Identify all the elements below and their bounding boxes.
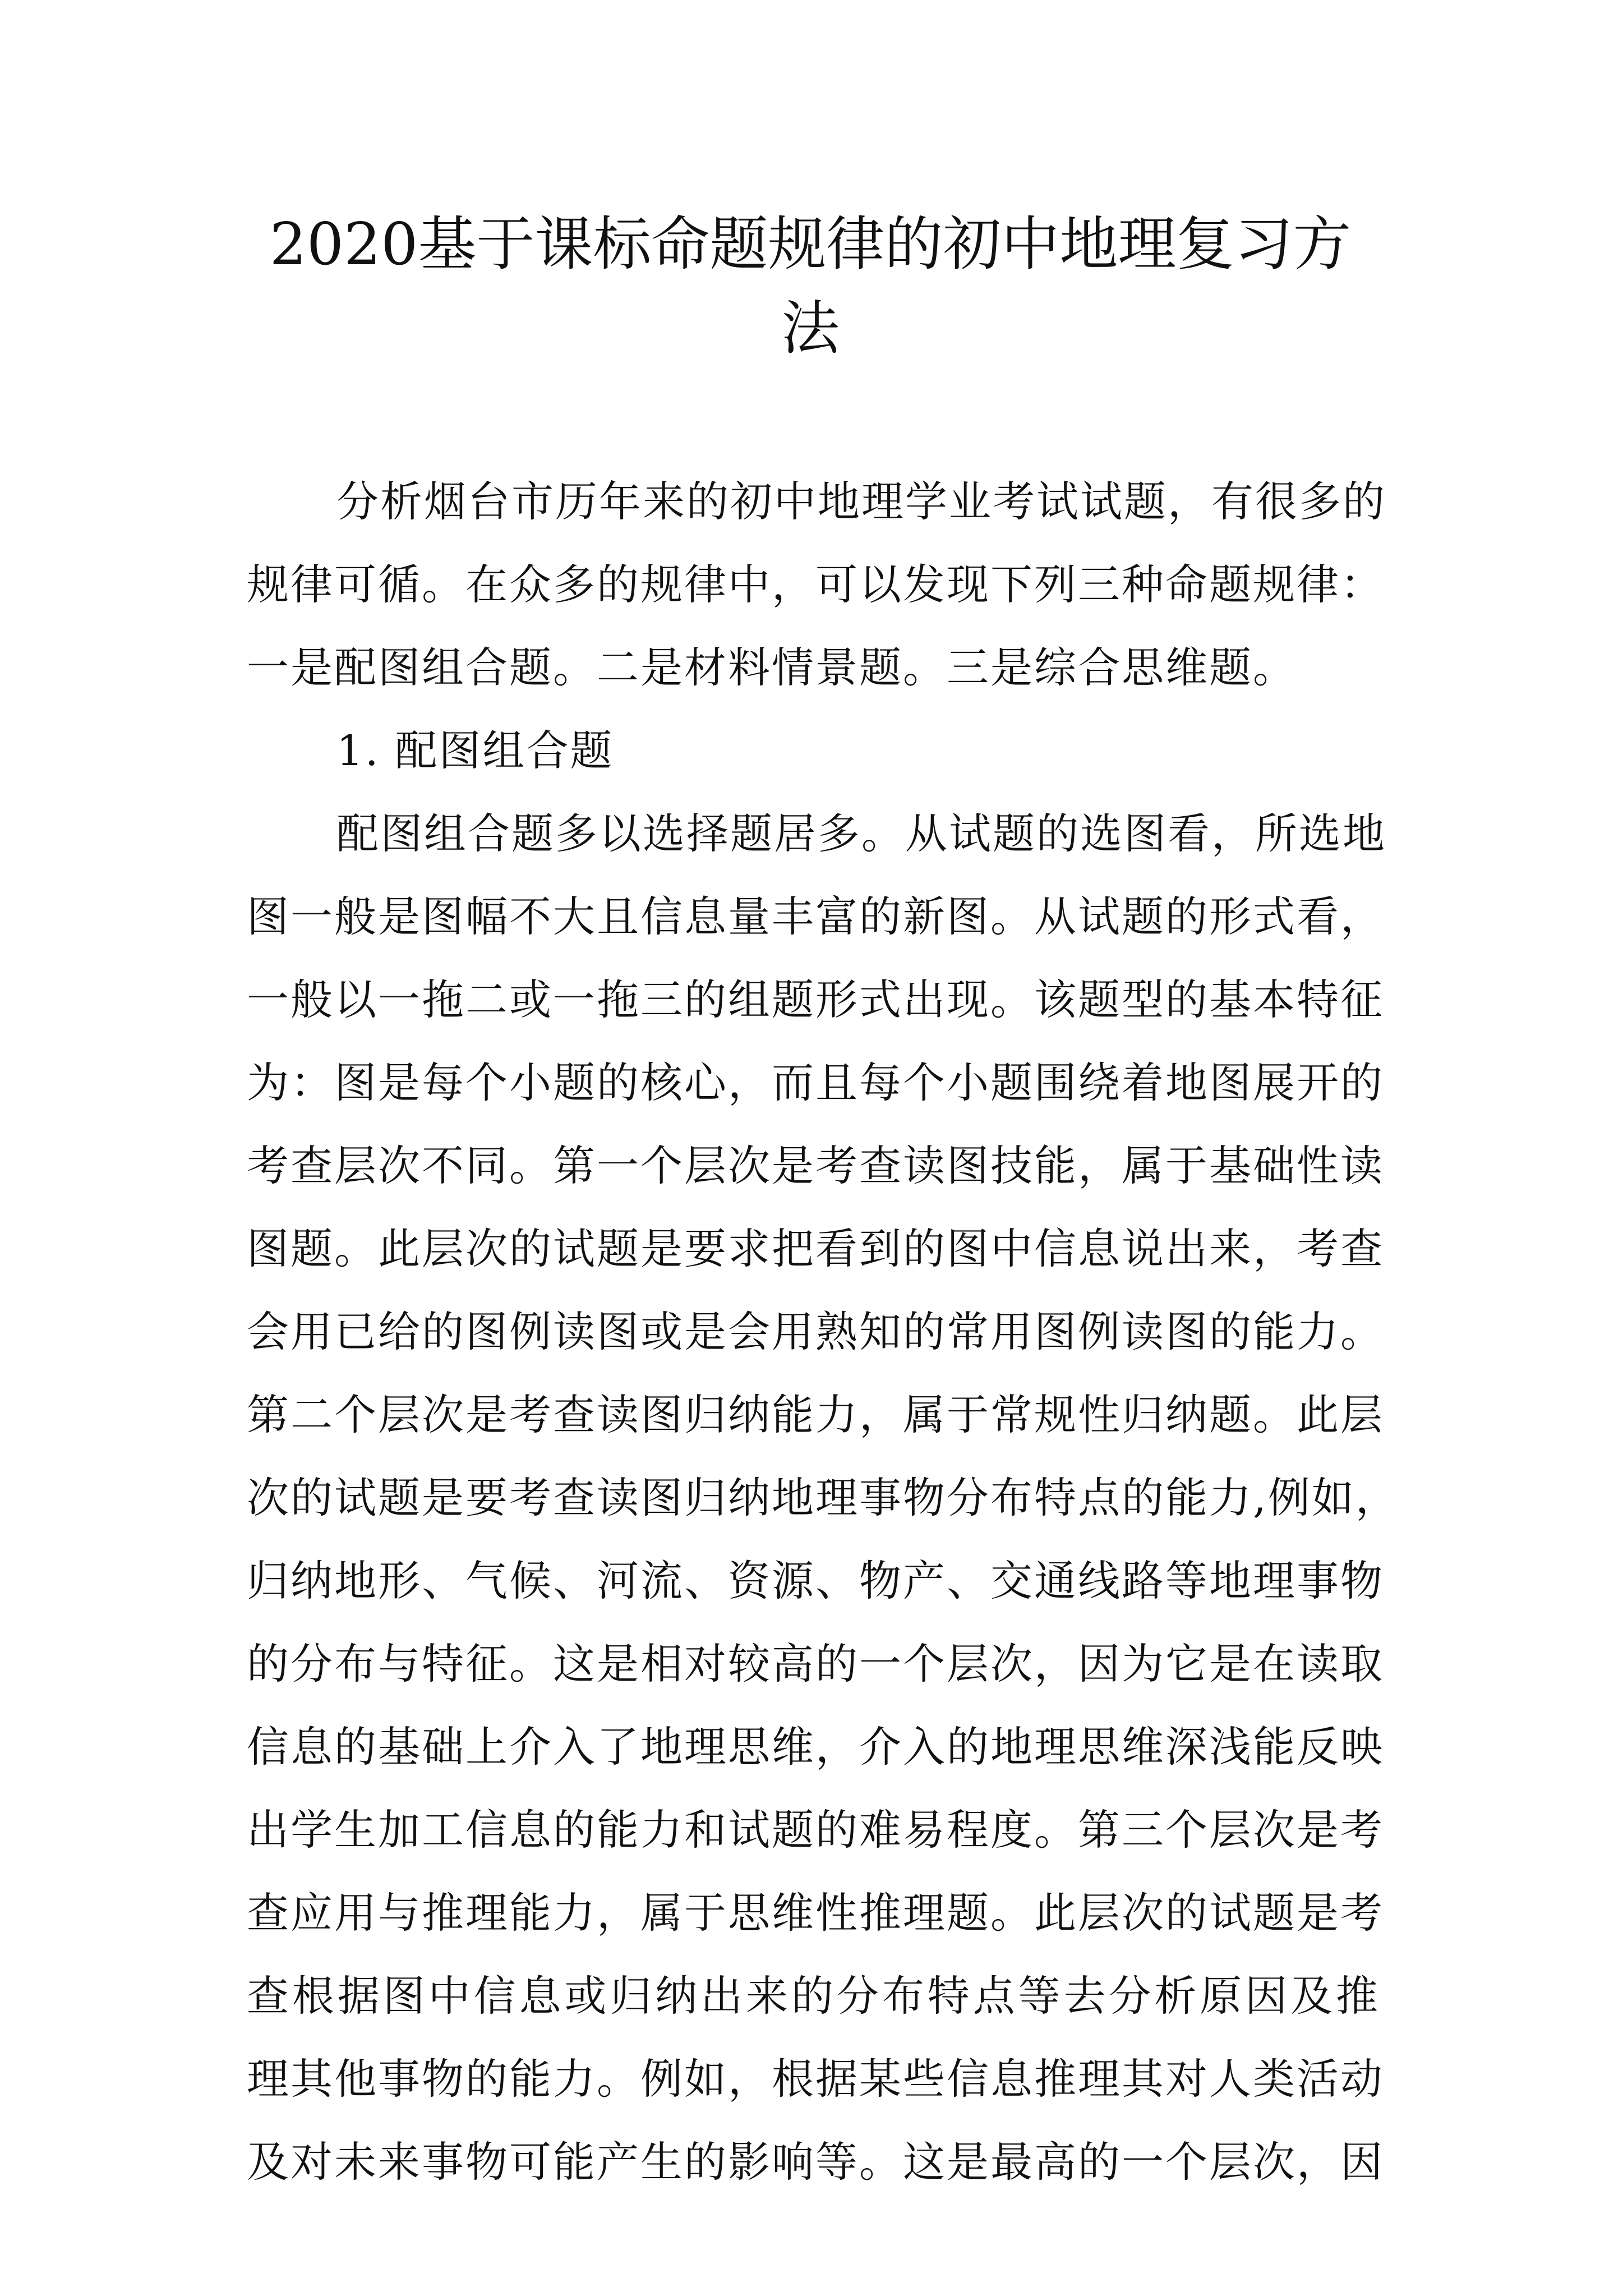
- paragraph-line: 信息的基础上介入了地理思维，介入的地理思维深浅能反映: [247, 1722, 1385, 1772]
- paragraph-line: 第二个层次是考查读图归纳能力，属于常规性归纳题。此层: [247, 1390, 1385, 1439]
- paragraph-line: 一是配图组合题。二是材料情景题。三是综合思维题。: [247, 643, 1297, 692]
- paragraph-line: 理其他事物的能力。例如，根据某些信息推理其对人类活动: [247, 2054, 1385, 2104]
- paragraph-line: 查根据图中信息或归纳出来的分布特点等去分析原因及推: [247, 1971, 1380, 2021]
- section-heading: 1. 配图组合题: [336, 726, 614, 775]
- paragraph-line: 会用已给的图例读图或是会用熟知的常用图例读图的能力。: [247, 1307, 1385, 1356]
- paragraph-line: 图题。此层次的试题是要求把看到的图中信息说出来，考查: [247, 1224, 1385, 1273]
- title-line: 2020基于课标命题规律的初中地理复习方: [269, 210, 1352, 278]
- paragraph-line: 一般以一拖二或一拖三的组题形式出现。该题型的基本特征: [247, 975, 1385, 1024]
- document-title: [247, 202, 1374, 370]
- paragraph-line: 图一般是图幅不大且信息量丰富的新图。从试题的形式看，: [247, 892, 1385, 941]
- paragraph-line: 规律可循。在众多的规律中，可以发现下列三种命题规律：: [247, 560, 1385, 609]
- paragraph-line: 为：图是每个小题的核心，而且每个小题围绕着地图展开的: [247, 1058, 1385, 1107]
- paragraph-line: 次的试题是要考查读图归纳地理事物分布特点的能力,例如，: [247, 1473, 1399, 1522]
- paragraph-line: 出学生加工信息的能力和试题的难易程度。第三个层次是考: [247, 1805, 1385, 1855]
- paragraph-line: 考查层次不同。第一个层次是考查读图技能，属于基础性读: [247, 1141, 1385, 1190]
- paragraph-line: 的分布与特征。这是相对较高的一个层次，因为它是在读取: [247, 1639, 1385, 1688]
- title-line: 法: [781, 294, 840, 362]
- paragraph-line: 查应用与推理能力，属于思维性推理题。此层次的试题是考: [247, 1888, 1385, 1938]
- paragraph-line: 配图组合题多以选择题居多。从试题的选图看，所选地: [336, 809, 1387, 858]
- paragraph-line: 归纳地形、气候、河流、资源、物产、交通线路等地理事物: [247, 1556, 1385, 1605]
- paragraph-line: 分析烟台市历年来的初中地理学业考试试题，有很多的: [336, 477, 1387, 526]
- paragraph-line: 及对未来事物可能产生的影响等。这是最高的一个层次，因: [247, 2137, 1385, 2187]
- document-body: [247, 460, 1399, 2203]
